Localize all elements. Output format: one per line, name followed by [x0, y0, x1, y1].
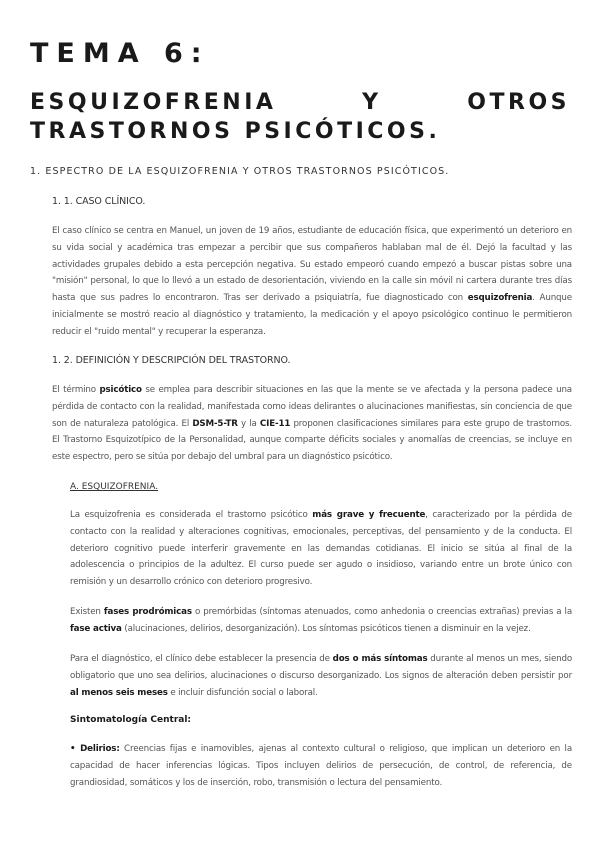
text-run: El caso clínico se centra en Manuel, un joven de 19 años, estudiante de educación física, que experimentó un deterioro en su vida social y académica tras empezar a percibir que sus compañeros hablaban mal de él. Dejó la facultad y las actividades grupales debido a esta percepción negativa. Su estado empeoró cuando empezó a buscar pistas sobre una "misión" personal, lo que lo llevó a un estado de desorientación, viviendo en la calle sin móvil ni cartera durante tres días hasta que sus padres lo encontraron. Tras ser derivado a psiquiatría, fue diagnosticado con: [52, 226, 572, 304]
bold-term: fase activa: [70, 623, 122, 634]
paragraph-caso-clinico: [52, 223, 572, 341]
bold-term: psicótico: [99, 385, 142, 395]
text-run: Para el diagnóstico, el clínico debe establecer la presencia de: [70, 654, 333, 664]
paragraph-delirios: [70, 741, 572, 791]
text-run: (alucinaciones, delirios, desorganización). Los síntomas psicóticos tienen a disminuir en la vejez.: [121, 623, 531, 634]
text-run: y la: [237, 418, 260, 429]
subheading-sintomatologia: Sintomatología Central:: [70, 715, 192, 725]
bold-term: • Delirios:: [70, 744, 120, 754]
paragraph-esquizofrenia-3: [70, 651, 572, 701]
text-run: o premórbidas (síntomas atenuados, como anhedonia o creencias extrañas) previas a la: [191, 607, 572, 617]
text-run: proponen clasificaciones similares para este grupo de trastornos. El Trastorno Esquizotípico de la Personalidad, aunque comparte déficits sociales y anomalías de creencias, se incluye en este espectro, pero se sitúa por debajo del umbral para un diagnóstico psicótico.: [52, 418, 573, 463]
text-run: La esquizofrenia es considerada el trastorno psicótico: [70, 510, 313, 520]
bold-term: más grave y frecuente: [312, 510, 426, 520]
subheading-esquizofrenia: A. ESQUIZOFRENIA.: [70, 482, 159, 492]
bold-term: CIE-11: [259, 418, 291, 429]
section-heading-1: 1. ESPECTRO DE LA ESQUIZOFRENIA Y OTROS TRASTORNOS PSICÓTICOS.: [30, 166, 450, 177]
bold-term: fases prodrómicas: [103, 607, 192, 617]
bold-term: al menos seis meses: [70, 687, 168, 698]
text-run: Existen: [70, 607, 104, 617]
bold-term: esquizofrenia: [467, 293, 533, 304]
text-run: e incluir disfunción social o laboral.: [167, 687, 318, 698]
text-run: . Aunque inicialmente se mostró reacio al diagnóstico y tratamiento, la medicación y el apoyo psicológico continuo le permitieron reducir el "ruido mental" y recuperar la esperanza.: [52, 293, 572, 337]
paragraph-definicion: [52, 382, 572, 466]
text-run: durante al menos un mes, siendo obligatorio que uno sea delirios, alucinaciones o discurso desorganizado. Los signos de alteración deben persistir por: [70, 654, 573, 681]
text-run: se emplea para describir situaciones en las que la mente se ve afectada y la persona padece una pérdida de contacto con la realidad, manifestada como ideas delirantes o alucinaciones manifiestas, sin conciencia de que son de naturaleza patológica. El: [52, 385, 572, 429]
chapter-label: TEMA 6:: [30, 38, 210, 69]
paragraph-esquizofrenia-2: [70, 604, 572, 638]
text-run: El término: [52, 385, 100, 395]
text-run: , caracterizado por la pérdida de contacto con la realidad y alteraciones cognitivas, emocionales, perceptivas, del pensamiento y de la conducta. El deterioro cognitivo puede interferir gravemente en las demandas cotidianas. El inicio se sitúa al final de la adolescencia o principios de la adultez. El curso puede ser agudo o insidioso, variando entre un brote único con remisión y un desarrollo crónico con deterioro progresivo.: [70, 510, 572, 588]
subsection-heading-definicion: 1. 2. DEFINICIÓN Y DESCRIPCIÓN DEL TRASTORNO.: [52, 355, 291, 366]
bold-term: DSM-5-TR: [192, 418, 238, 429]
chapter-title: ESQUIZOFRENIA Y OTROS TRASTORNOS PSICÓTICOS.: [30, 90, 570, 144]
text-run: Creencias fijas e inamovibles, ajenas al contexto cultural o religioso, que implican un deterioro en la capacidad de hacer inferencias lógicas. Tipos incluyen delirios de persecución, de control, de referencia, de grandiosidad, somáticos y los de inserción, robo, transmisión o lectura del pensamiento.: [70, 744, 572, 788]
bold-term: dos o más síntomas: [332, 654, 428, 664]
subsection-heading-caso-clinico: 1. 1. CASO CLÍNICO.: [52, 196, 146, 207]
paragraph-esquizofrenia-1: [70, 507, 572, 591]
